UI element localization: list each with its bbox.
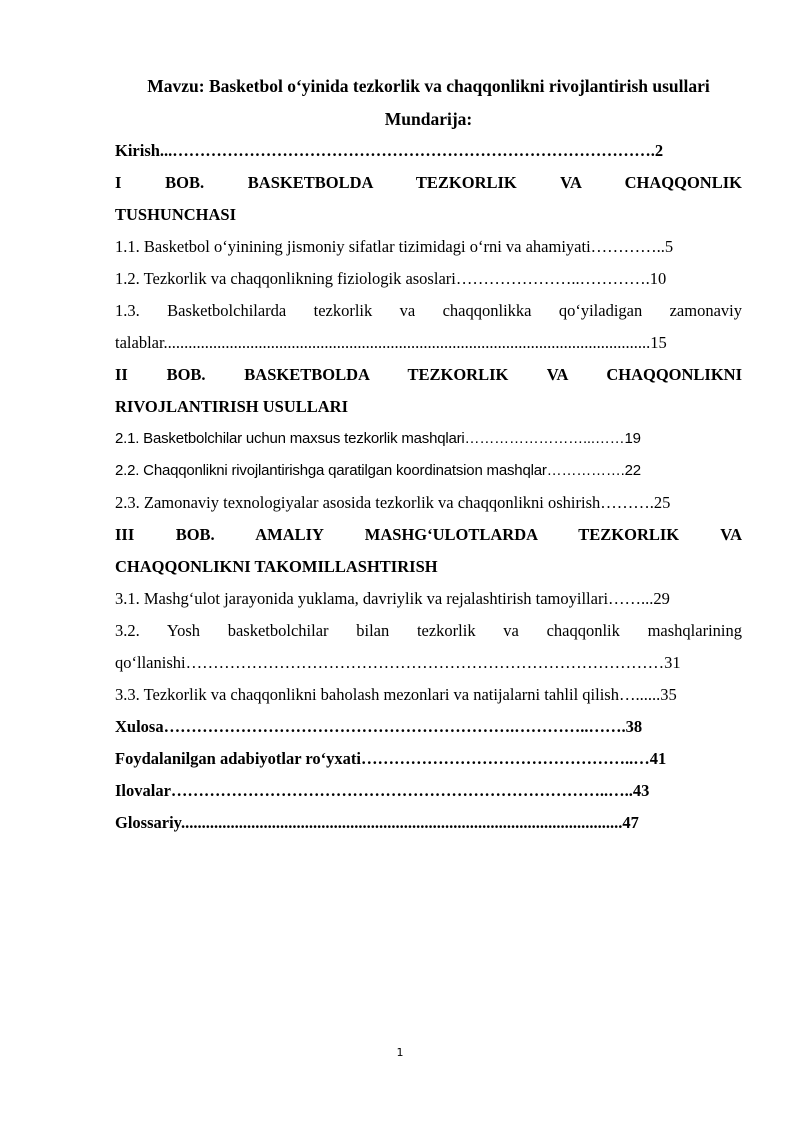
toc-entry-2-3: 2.3. Zamonaviy texnologiyalar asosida tezkorlik va chaqqonlikni oshirish……….25 (115, 493, 671, 512)
document-page (115, 70, 742, 839)
toc-entry-glossary: Glossariy...........................................................................................................47 (115, 813, 639, 832)
toc-entry-3-1: 3.1. Mashg‘ulot jarayonida yuklama, davriylik va rejalashtirish tamoyillari……...29 (115, 589, 670, 608)
page-number: 1 (396, 1046, 404, 1059)
toc-entry-2-1: 2.1. Basketbolchilar uchun maxsus tezkorlik mashqlari……………………...……19 (115, 430, 641, 447)
toc-entry-1-3-line2: talablar......................................................................................................................15 (115, 333, 667, 352)
toc-entry-references: Foydalanilgan adabiyotlar ro‘yxati…………………………………………..…41 (115, 749, 667, 768)
toc-entry-3-3: 3.3. Tezkorlik va chaqqonlikni baholash mezonlari va natijalarni tahlil qilish…......35 (115, 685, 677, 704)
toc-chapter-2-line1: II BOB. BASKETBOLDA TEZKORLIK VA CHAQQONLIKNI (115, 365, 742, 384)
toc-chapter-2-line2: RIVOJLANTIRISH USULLARI (115, 397, 349, 416)
toc-entry-3-2-line1: 3.2. Yosh basketbolchilar bilan tezkorlik va chaqqonlik mashqlarining (115, 621, 742, 640)
toc-chapter-3-line2: CHAQQONLIKNI TAKOMILLASHTIRISH (115, 557, 438, 576)
toc-entry-1-1: 1.1. Basketbol o‘yinining jismoniy sifatlar tizimidagi o‘rni va ahamiyati…………..5 (115, 237, 674, 256)
toc-chapter-1-line1: I BOB. BASKETBOLDA TEZKORLIK VA CHAQQONLIK (115, 173, 742, 192)
toc-entry-2-2: 2.2. Chaqqonlikni rivojlantirishga qaratilgan koordinatsion mashqlar…………….22 (115, 462, 641, 479)
toc-entry-conclusion: Xulosa……………………………………………………….…………..…….38 (115, 717, 643, 736)
toc-entry-introduction: Kirish...…………………………………………………………………………….2 (115, 141, 664, 160)
toc-chapter-1-line2: TUSHUNCHASI (115, 205, 237, 224)
toc-entry-3-2-line2: qo‘llanishi……………………………………………………………………………31 (115, 653, 681, 672)
toc-entry-appendices: Ilovalar……………………………………………………………………..…..43 (115, 781, 650, 800)
toc-entry-1-3-line1: 1.3. Basketbolchilarda tezkorlik va chaqqonlikka qo‘yiladigan zamonaviy (115, 301, 742, 320)
toc-heading: Mundarija: (384, 109, 473, 129)
document-title: Mavzu: Basketbol o‘yinida tezkorlik va chaqqonlikni rivojlantirish usullari (147, 76, 710, 96)
toc-entry-1-2: 1.2. Tezkorlik va chaqqonlikning fiziologik asoslari…………………..………….10 (115, 269, 667, 288)
toc-chapter-3-line1: III BOB. AMALIY MASHG‘ULOTLARDA TEZKORLIK VA (115, 525, 742, 544)
